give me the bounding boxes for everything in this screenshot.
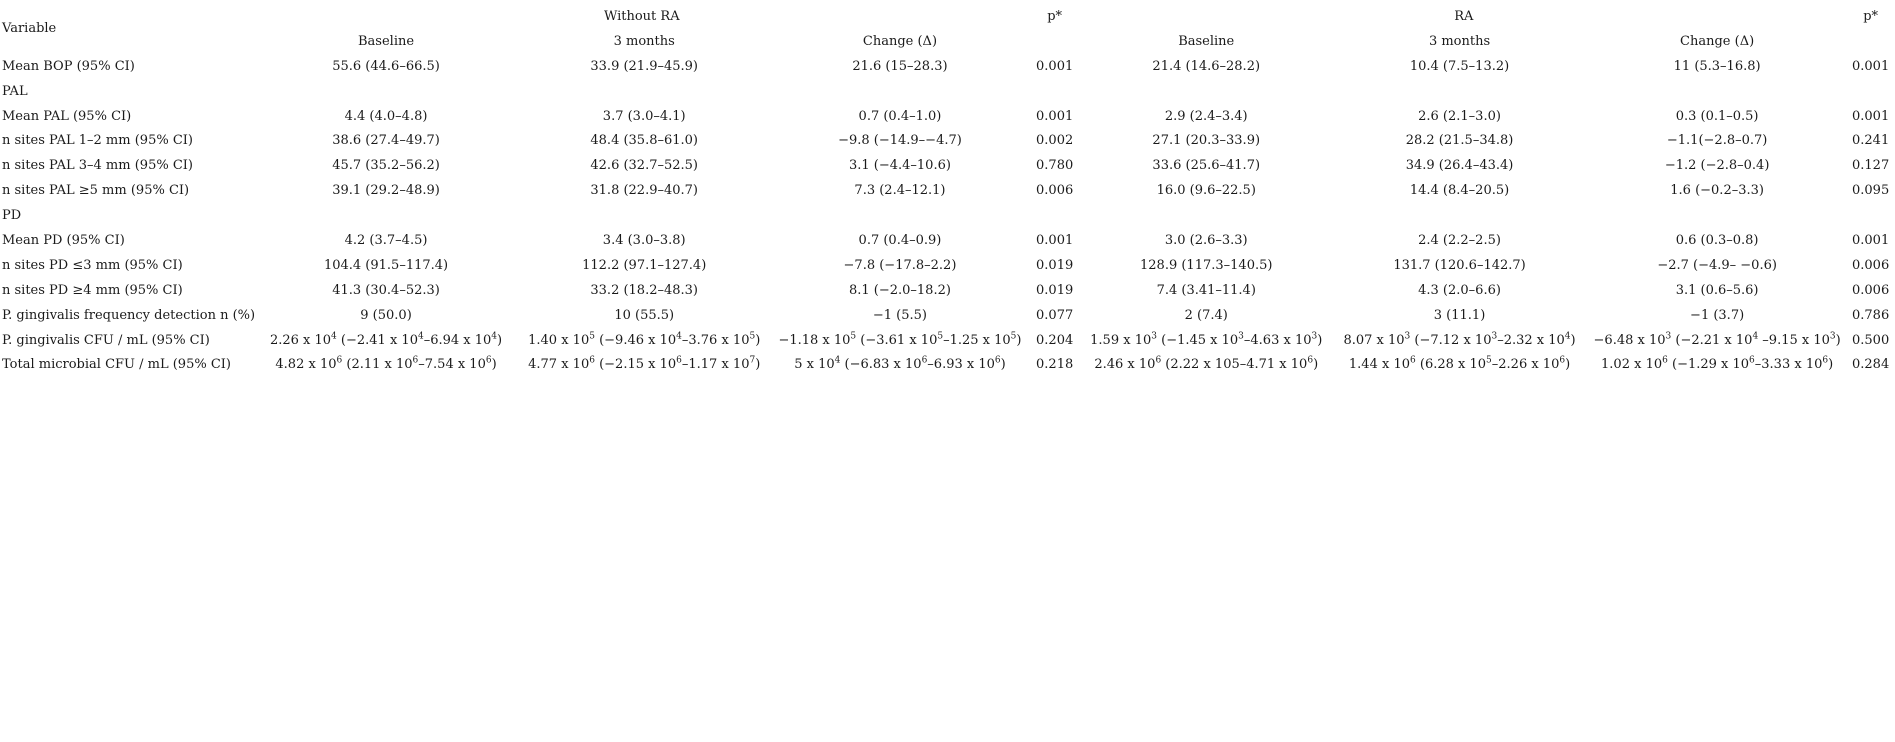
cell-ra-p: 0.241: [1852, 133, 1890, 149]
cell-without-ra-p: 0.001: [1036, 232, 1074, 248]
exponent: 6: [336, 356, 343, 367]
cell-ra-p: 0.006: [1852, 282, 1890, 298]
cell-ra-p: 0.006: [1852, 257, 1890, 273]
table-row: [0, 352, 1895, 377]
cell-ra-3-months: 2.4 (2.2–2.5): [1418, 232, 1501, 248]
section-label-pal: PAL: [2, 83, 28, 99]
exponent: 3: [1491, 331, 1498, 342]
cell-ra-p: 0.001: [1852, 232, 1890, 248]
cell-ra-3-months: 34.9 (26.4–43.4): [1405, 158, 1514, 174]
cell-without-ra-3-months: 31.8 (22.9–40.7): [590, 183, 699, 199]
results-table: [0, 4, 1895, 377]
table-body: [0, 54, 1895, 378]
cell-ra-p: 0.500: [1852, 332, 1890, 348]
cell-ra-change: 1.02 x $10^6$ (−1.29 x $10^6-3.33$ x $10^6$): [1601, 356, 1834, 373]
cell-ra-change: 3.1 (0.6–5.6): [1675, 282, 1759, 298]
cell-ra-baseline: 27.1 (20.3–33.9): [1152, 133, 1261, 149]
section-row: [0, 203, 1895, 228]
cell-without-ra-baseline: 4.82 x $10^6$ (2.11 x $10^6-7.54$ x $10^6$): [275, 356, 497, 373]
cell-ra-3-months: 4.3 (2.0–6.6): [1418, 282, 1501, 298]
exponent: 6: [1749, 356, 1755, 367]
row-label: Mean PD (95% CI): [2, 232, 125, 248]
cell-ra-3-months: 10.4 (7.5–13.2): [1409, 58, 1510, 74]
cell-ra-baseline: 1.59 x $10^3$ (−1.45 x $10^3-4.63$ x $10^3$): [1090, 331, 1323, 348]
change-header-without-ra: Change (Δ): [862, 33, 938, 49]
exponent: 7: [749, 356, 756, 367]
three-months-header-ra: 3 months: [1428, 33, 1491, 49]
exponent: 6: [589, 356, 595, 367]
cell-ra-baseline: 3.0 (2.6–3.3): [1164, 232, 1248, 248]
cell-without-ra-baseline: 104.4 (91.5–117.4): [323, 257, 449, 273]
cell-ra-baseline: 2.46 x $10^6$ (2.22 x 105–4.71 x $10^6$): [1094, 356, 1319, 373]
cell-ra-baseline: 33.6 (25.6–41.7): [1152, 158, 1261, 174]
exponent: 6: [1410, 356, 1416, 367]
p-header-without-ra: p*: [1047, 8, 1063, 24]
header-row-groups: [0, 4, 1895, 29]
row-label: n sites PAL 1–2 mm (95% CI): [2, 133, 193, 149]
baseline-header-ra: Baseline: [1178, 33, 1235, 49]
cell-without-ra-3-months: 33.2 (18.2–48.3): [590, 282, 699, 298]
exponent: 4: [676, 331, 682, 342]
cell-without-ra-change: 7.3 (2.4–12.1): [854, 183, 946, 199]
header-row-timepoints: [0, 29, 1895, 54]
exponent: 6: [485, 356, 492, 367]
cell-without-ra-p: 0.077: [1036, 307, 1074, 323]
exponent: 3: [1151, 331, 1157, 342]
cell-without-ra-p: 0.006: [1036, 183, 1074, 199]
exponent: 3: [1665, 331, 1672, 342]
cell-without-ra-p: 0.780: [1036, 158, 1074, 174]
cell-without-ra-p: 0.204: [1036, 332, 1074, 348]
cell-ra-baseline: 128.9 (117.3–140.5): [1140, 257, 1273, 273]
cell-without-ra-p: 0.001: [1036, 58, 1074, 74]
cell-ra-baseline: 2.9 (2.4–3.4): [1164, 108, 1248, 124]
cell-ra-baseline: 7.4 (3.41–11.4): [1156, 282, 1256, 298]
exponent: 6: [676, 356, 682, 367]
exponent: 5: [749, 331, 756, 342]
table-row: [0, 153, 1895, 178]
row-label: n sites PAL 3–4 mm (95% CI): [2, 158, 193, 174]
cell-without-ra-change: 0.7 (0.4–1.0): [858, 108, 942, 124]
cell-without-ra-p: 0.019: [1036, 282, 1074, 298]
exponent: 3: [1404, 331, 1411, 342]
cell-ra-3-months: 28.2 (21.5–34.8): [1405, 133, 1514, 149]
cell-without-ra-change: −9.8 (−14.9–−4.7): [838, 133, 962, 149]
row-label: Mean PAL (95% CI): [2, 108, 132, 124]
cell-ra-p: 0.786: [1852, 307, 1890, 323]
exponent: 6: [1662, 356, 1668, 367]
exponent: 6: [1307, 356, 1314, 367]
p-header-ra: p*: [1863, 8, 1879, 24]
exponent: 3: [1311, 331, 1318, 342]
cell-ra-change: −1 (3.7): [1690, 307, 1745, 323]
table-row: [0, 278, 1895, 303]
exponent: 5: [589, 331, 595, 342]
table-row: [0, 104, 1895, 129]
cell-without-ra-3-months: 1.40 x $10^5$ (−9.46 x $10^4-3.76$ x $10^5$): [528, 331, 761, 348]
row-label: n sites PD ≤3 mm (95% CI): [2, 257, 183, 273]
table-row: [0, 253, 1895, 278]
cell-without-ra-3-months: 3.4 (3.0–3.8): [602, 232, 686, 248]
exponent: 4: [834, 356, 841, 367]
cell-ra-change: 0.3 (0.1–0.5): [1675, 108, 1759, 124]
cell-ra-3-months: 8.07 x $10^3$ (−7.12 x $10^3-2.32$ x $10^4$): [1343, 331, 1576, 348]
cell-ra-change: −6.48 x $10^3$ (−2.21 x $10^4$ –9.15 x $10^3$): [1593, 331, 1841, 348]
exponent: 6: [412, 356, 419, 367]
cell-without-ra-change: −1 (5.5): [872, 307, 928, 323]
table-row: [0, 128, 1895, 153]
cell-without-ra-baseline: 55.6 (44.6–66.5): [332, 58, 440, 74]
cell-ra-3-months: 3 (11.1): [1433, 307, 1486, 323]
exponent: 5: [850, 331, 857, 342]
exponent: 4: [491, 331, 498, 342]
cell-ra-p: 0.095: [1852, 183, 1890, 199]
exponent: 5: [1010, 331, 1017, 342]
cell-ra-p: 0.284: [1852, 357, 1890, 373]
three-months-header-without-ra: 3 months: [613, 33, 675, 49]
cell-without-ra-baseline: 45.7 (35.2–56.2): [332, 158, 440, 174]
cell-ra-change: −2.7 (−4.9– −0.6): [1657, 257, 1777, 273]
cell-without-ra-change: 8.1 (−2.0–18.2): [848, 282, 951, 298]
cell-without-ra-3-months: 10 (55.5): [614, 307, 675, 323]
cell-ra-3-months: 131.7 (120.6–142.7): [1393, 257, 1526, 273]
cell-ra-change: 1.6 (−0.2–3.3): [1670, 183, 1764, 199]
cell-ra-change: 11 (5.3–16.8): [1673, 58, 1761, 74]
cell-without-ra-3-months: 33.9 (21.9–45.9): [590, 58, 699, 74]
row-label: Total microbial CFU / mL (95% CI): [2, 357, 231, 373]
cell-without-ra-change: 21.6 (15–28.3): [852, 58, 948, 74]
cell-without-ra-change: −7.8 (−17.8–2.2): [843, 257, 957, 273]
change-header-ra: Change (Δ): [1680, 33, 1755, 49]
cell-without-ra-p: 0.019: [1036, 257, 1074, 273]
cell-without-ra-p: 0.001: [1036, 108, 1074, 124]
row-label: P. gingivalis CFU / mL (95% CI): [2, 332, 210, 348]
cell-ra-change: 0.6 (0.3–0.8): [1675, 232, 1759, 248]
cell-without-ra-3-months: 4.77 x $10^6$ (−2.15 x $10^6-1.17$ x $10^7$): [528, 356, 761, 373]
cell-without-ra-baseline: 2.26 x $10^4$ (−2.41 x $10^4-6.94$ x $10^4$): [269, 331, 503, 348]
section-label-pd: PD: [2, 208, 22, 224]
table-row: [0, 178, 1895, 203]
cell-without-ra-3-months: 42.6 (32.7–52.5): [590, 158, 699, 174]
cell-without-ra-p: 0.218: [1036, 357, 1074, 373]
section-row: [0, 79, 1895, 104]
cell-without-ra-baseline: 9 (50.0): [360, 307, 412, 323]
exponent: 6: [1822, 356, 1829, 367]
cell-without-ra-3-months: 48.4 (35.8–61.0): [590, 133, 699, 149]
cell-without-ra-change: −1.18 x $10^5$ (−3.61 x $10^5-1.25$ x $10^5$): [778, 331, 1022, 348]
exponent: 5: [937, 331, 944, 342]
cell-ra-p: 0.001: [1852, 58, 1890, 74]
exponent: 4: [331, 331, 337, 342]
cell-ra-3-months: 14.4 (8.4–20.5): [1409, 183, 1510, 199]
row-label: n sites PAL ≥5 mm (95% CI): [2, 183, 190, 199]
exponent: 6: [994, 356, 1001, 367]
cell-ra-change: −1.1(−2.8–0.7): [1666, 133, 1768, 149]
cell-ra-3-months: 2.6 (2.1–3.0): [1418, 108, 1501, 124]
group-header-ra: RA: [1454, 8, 1474, 24]
row-label: P. gingivalis frequency detection n (%): [2, 307, 256, 323]
cell-without-ra-baseline: 4.2 (3.7–4.5): [344, 232, 428, 248]
row-label: n sites PD ≥4 mm (95% CI): [2, 282, 183, 298]
table-row: [0, 328, 1895, 353]
cell-without-ra-change: 3.1 (−4.4–10.6): [848, 158, 951, 174]
cell-ra-3-months: 1.44 x $10^6$ (6.28 x $10^5-2.26$ x $10^6$): [1348, 356, 1571, 373]
cell-ra-change: −1.2 (−2.8–0.4): [1664, 158, 1770, 174]
exponent: 5: [1486, 356, 1492, 367]
table-row: [0, 54, 1895, 79]
exponent: 4: [417, 331, 424, 342]
cell-without-ra-baseline: 4.4 (4.0–4.8): [344, 108, 428, 124]
variable-header: Variable: [2, 21, 57, 37]
exponent: 6: [1155, 356, 1162, 367]
cell-ra-baseline: 16.0 (9.6–22.5): [1156, 183, 1256, 199]
cell-without-ra-baseline: 41.3 (30.4–52.3): [332, 282, 440, 298]
cell-without-ra-p: 0.002: [1036, 133, 1074, 149]
exponent: 6: [1559, 356, 1566, 367]
row-label: Mean BOP (95% CI): [2, 58, 135, 74]
exponent: 4: [1752, 331, 1759, 342]
cell-without-ra-change: 5 x $10^4$ (−6.83 x $10^6-6.93$ x $10^6$): [794, 356, 1006, 373]
cell-without-ra-change: 0.7 (0.4–0.9): [858, 232, 942, 248]
cell-without-ra-baseline: 38.6 (27.4–49.7): [332, 133, 440, 149]
exponent: 3: [1829, 331, 1836, 342]
baseline-header-without-ra: Baseline: [358, 33, 415, 49]
cell-without-ra-baseline: 39.1 (29.2–48.9): [332, 183, 440, 199]
cell-without-ra-3-months: 3.7 (3.0–4.1): [602, 108, 686, 124]
exponent: 4: [1564, 331, 1571, 342]
cell-without-ra-3-months: 112.2 (97.1–127.4): [582, 257, 707, 273]
table-row: [0, 228, 1895, 253]
cell-ra-baseline: 2 (7.4): [1184, 307, 1228, 323]
cell-ra-p: 0.127: [1852, 158, 1890, 174]
exponent: 6: [921, 356, 928, 367]
group-header-without-ra: Without RA: [603, 8, 680, 24]
table-row: [0, 303, 1895, 328]
exponent: 3: [1238, 331, 1244, 342]
cell-ra-baseline: 21.4 (14.6–28.2): [1152, 58, 1261, 74]
cell-ra-p: 0.001: [1852, 108, 1890, 124]
